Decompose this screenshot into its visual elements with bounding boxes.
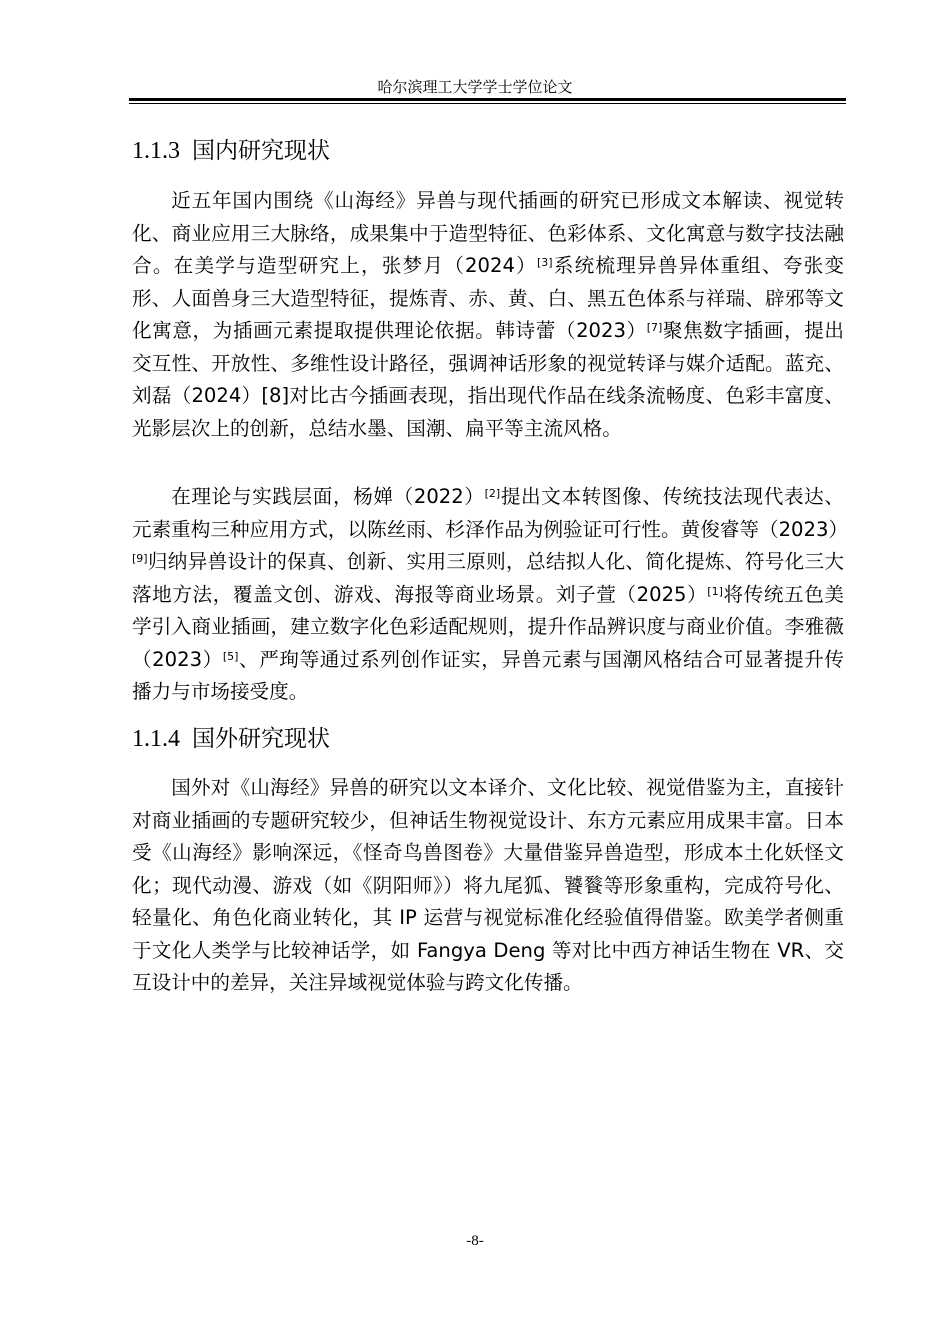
citation-ref: [2] <box>484 487 501 500</box>
section-number: 1.1.4 <box>132 726 180 752</box>
paragraph-text: 近五年国内围绕《山海经》异兽与现代插画的研究已形成文本解读、视觉转化、商业应用三大脉络，成果集中于造型特征、色彩体系、文化寓意与数字技法融合。在美学与造型研究上，张梦月（2024） <box>132 189 844 277</box>
citation-ref: [3] <box>536 256 553 269</box>
citation-ref: [9] <box>132 552 148 565</box>
citation-ref: [1] <box>707 584 723 598</box>
citation-ref: [7] <box>646 321 663 334</box>
paragraph-text: 、严珣等通过系列创作证实，异兽元素与国潮风格结合可显著提升传播力与市场接受度。 <box>132 647 844 703</box>
section-title: 国外研究现状 <box>192 726 330 752</box>
paragraph-text: 归纳异兽设计的保真、创新、实用三原则，总结拟人化、简化提炼、符号化三大落地方法，覆盖文创、游戏、海报等商业场景。刘子萱（2025） <box>132 550 844 606</box>
section-title: 国内研究现状 <box>192 138 330 164</box>
paragraph-text: 聚焦数字插画，提出交互性、开放性、多维性设计路径，强调神话形象的视觉转译与媒介适配。蓝充、刘磊（2024）[8]对比古今插画表现，指出现代作品在线条流畅度、色彩丰富度、光影层次上的创新，总结水墨、国潮、扁平等主流风格。 <box>132 319 844 440</box>
header-rule-thin <box>129 103 846 104</box>
paragraph-text: 提出文本转图像、传统技法现代表达、元素重构三种应用方式，以陈丝雨、杉泽作品为例验证可行性。黄俊睿等（2023） <box>132 485 849 541</box>
section-heading-1-1-4 <box>132 720 330 753</box>
paragraph-domestic-2 <box>132 481 849 709</box>
page-number: -8- <box>466 1233 484 1249</box>
citation-ref: [5] <box>222 649 239 663</box>
section-number: 1.1.3 <box>132 138 180 164</box>
section-heading-1-1-3 <box>132 132 330 165</box>
header-rule-thick <box>129 98 846 101</box>
paragraph-text: 在理论与实践层面，杨婵（2022） <box>171 485 485 508</box>
paragraph-foreign-1: 国外对《山海经》异兽的研究以文本译介、文化比较、视觉借鉴为主，直接针对商业插画的专题研究较少，但神话生物视觉设计、东方元素应用成果丰富。日本受《山海经》影响深远，《怪奇鸟兽图卷》大量借鉴异兽造型，形成本土化妖怪文化；现代动漫、游戏（如《阴阳师》）将九尾狐、饕餮等形象重构，完成符号化、轻量化、角色化商业转化，其 IP 运营与视觉标准化经验值得借鉴。欧美学者侧重于文化人类学与比较神话学，如 Fangya Deng 等对比中西方神话生物在 VR、交互设计中的差异，关注异域视觉体验与跨文化传播。 <box>132 776 844 994</box>
running-header: 哈尔滨理工大学学士学位论文 <box>377 78 573 96</box>
paragraph-domestic-1 <box>132 185 844 445</box>
paragraph-text: 系统梳理异兽异体重组、夸张变形、人面兽身三大造型特征，提炼青、赤、黄、白、黑五色体系与祥瑞、辟邪等文化寓意，为插画元素提取提供理论依据。韩诗蕾（2023） <box>132 254 844 342</box>
paragraph-text: 将传统五色美学引入商业插画，建立数字化色彩适配规则，提升作品辨识度与商业价值。李雅薇（2023） <box>132 582 844 671</box>
